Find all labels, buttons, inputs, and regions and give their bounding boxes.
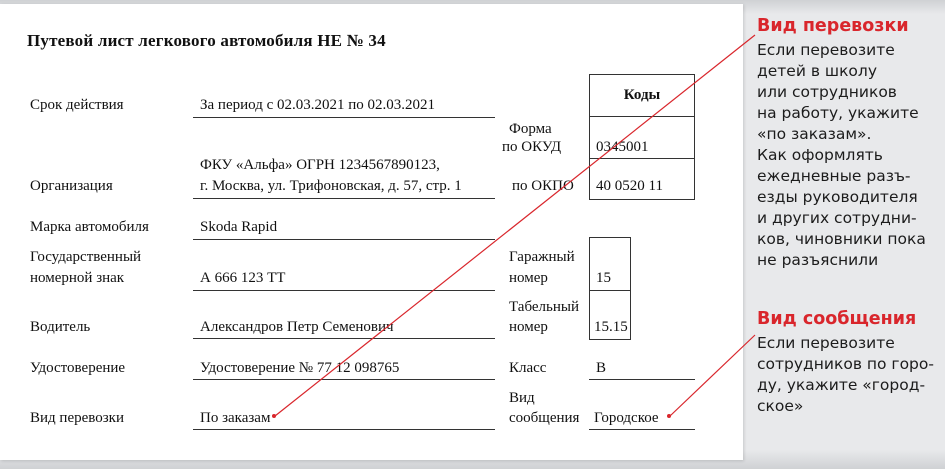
codes-header: Коды (623, 87, 661, 103)
okud-label-1: Форма (509, 121, 552, 137)
message-note-line: ду, укажите «город- (757, 376, 926, 394)
transport-label: Вид перевозки (30, 410, 124, 426)
plate-label-1: Государственный (30, 249, 142, 265)
transport-note-line: и других сотрудни- (757, 209, 917, 227)
transport-value: По заказам (200, 410, 271, 426)
plate-label-2: номерной знак (30, 270, 125, 286)
message-note-line: Если перевозите (757, 334, 895, 352)
garage-label-1: Гаражный (509, 249, 575, 265)
okud-value: 0345001 (596, 139, 649, 155)
org-label: Организация (30, 178, 113, 194)
transport-note-line: или сотрудников (757, 83, 897, 101)
driver-label: Водитель (30, 319, 91, 335)
transport-callout-line (275, 35, 755, 416)
okpo-label: по ОКПО (512, 178, 574, 194)
message-note-heading: Вид сообщения (757, 309, 917, 329)
form-title: Путевой лист легкового автомобиля НЕ № 34 (27, 31, 386, 50)
message-callout-line (670, 335, 755, 416)
message-note-line: сотрудников по горо- (757, 355, 934, 373)
garage-value: 15 (596, 270, 611, 286)
okpo-value: 40 0520 11 (596, 178, 663, 194)
org-value-1: ФКУ «Альфа» ОГРН 1234567890123, (200, 157, 440, 173)
personnel-value: 15.15 (594, 319, 628, 335)
transport-note-line: на работу, укажите (757, 104, 919, 122)
plate-value: А 666 123 ТТ (200, 270, 286, 286)
transport-note-heading: Вид перевозки (757, 16, 909, 36)
message-label-1: Вид (509, 390, 535, 406)
transport-note-line: не разъяснили (757, 251, 879, 269)
car-value: Skoda Rapid (200, 219, 278, 235)
class-value: В (596, 360, 607, 376)
transport-note-line: «по заказам». (757, 125, 872, 143)
transport-note-line: ков, чиновники пока (757, 230, 926, 248)
org-value-2: г. Москва, ул. Трифоновская, д. 57, стр. 1 (200, 178, 462, 194)
transport-note-line: ежедневные разъ- (757, 167, 911, 185)
validity-label: Срок действия (30, 97, 124, 113)
driver-value: Александров Петр Семенович (200, 319, 394, 335)
car-label: Марка автомобиля (30, 219, 149, 235)
transport-note-line: Если перевозите (757, 41, 895, 59)
personnel-label-2: номер (509, 319, 548, 335)
transport-note-line: детей в школу (757, 62, 877, 80)
personnel-label-1: Табельный (509, 299, 579, 315)
class-label: Класс (509, 360, 547, 376)
license-label: Удостоверение (30, 360, 126, 376)
license-value: Удостоверение № 77 12 098765 (200, 360, 400, 376)
okud-label-2: по ОКУД (502, 139, 562, 155)
message-label-2: сообщения (509, 410, 580, 426)
message-note-line: ское» (757, 397, 804, 415)
message-value: Городское (594, 410, 659, 426)
transport-callout-dot (272, 414, 276, 418)
transport-note-line: Как оформлять (757, 146, 883, 164)
transport-note-line: езды руководителя (757, 188, 918, 206)
garage-label-2: номер (509, 270, 548, 286)
message-callout-dot (667, 414, 671, 418)
validity-value: За период с 02.03.2021 по 02.03.2021 (200, 97, 436, 113)
